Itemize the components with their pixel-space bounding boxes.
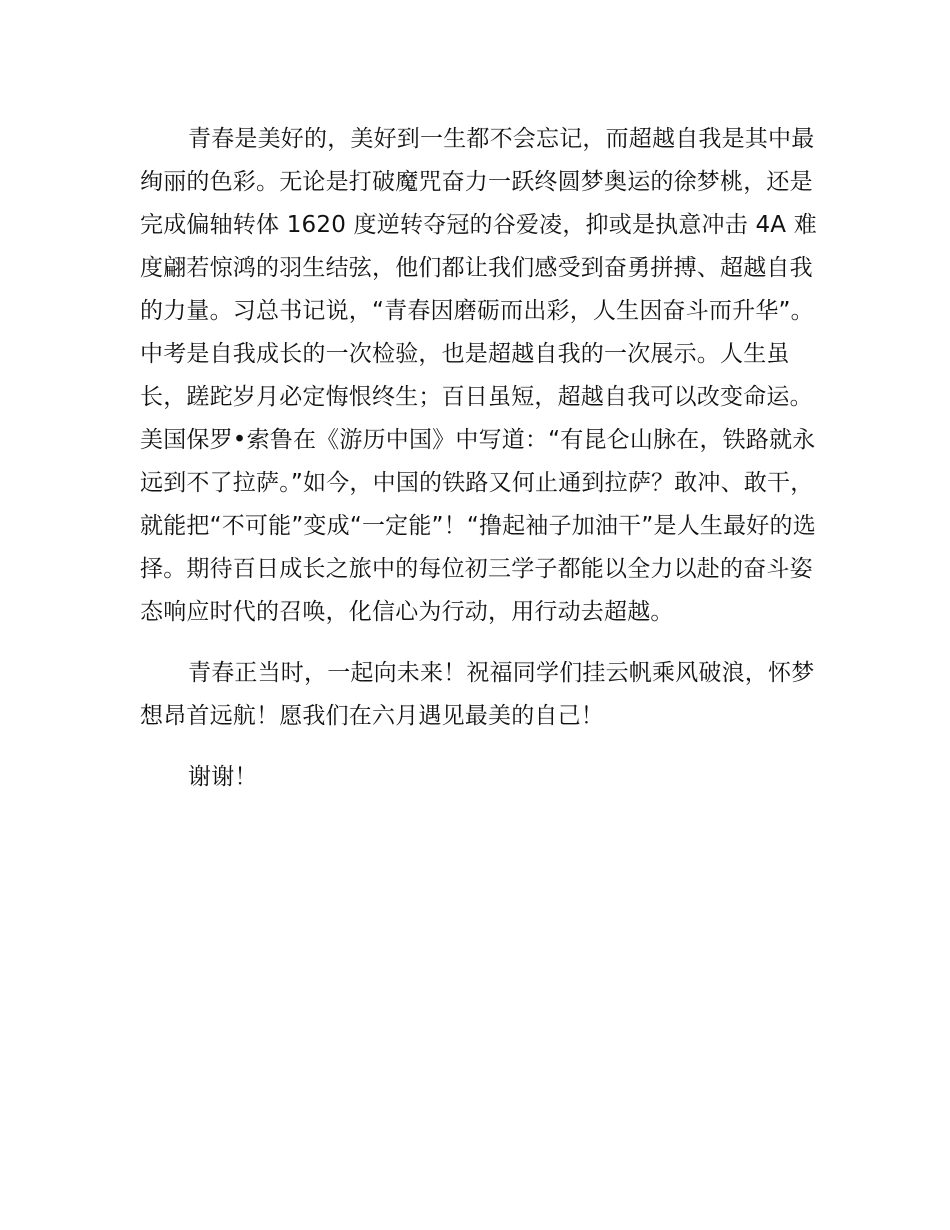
paragraph-thanks: 谢谢！ — [188, 764, 258, 790]
paragraph-transcend-self: 青春是美好的，美好到一生都不会忘记，而超越自我是其中最绚丽的色彩。无论是打破魔咒奋力一跃终圆梦奥运的徐梦桃，还是完成偏轴转体 1620 度逆转夺冠的谷爱凌，抑或是执意冲击 4A 难度翩若惊鸿的羽生结弦，他们都让我们感受到奋勇拼搏、超越自我的力量。习总书记说，“青春因磨砺而出彩，人生因奋斗而升华”。中考是自我成长的一次检验，也是超越自我的一次展示。人生虽长，蹉跎岁月必定悔恨终生；百日虽短，超越自我可以改变命运。美国保罗•索鲁在《游历中国》中写道：“有昆仑山脉在，铁路就永远到不了拉萨。”如今，中国的铁路又何止通到拉萨？敢冲、敢干，就能把“不可能”变成“一定能”！“撸起袖子加油干”是人生最好的选择。期待百日成长之旅中的每位初三学子都能以全力以赴的奋斗姿态响应时代的召唤，化信心为行动，用行动去超越。 — [140, 126, 817, 625]
document-body — [140, 118, 830, 799]
paragraph-blessing: 青春正当时，一起向未来！祝福同学们挂云帆乘风破浪，怀梦想昂首远航！愿我们在六月遇见最美的自己！ — [140, 660, 815, 729]
